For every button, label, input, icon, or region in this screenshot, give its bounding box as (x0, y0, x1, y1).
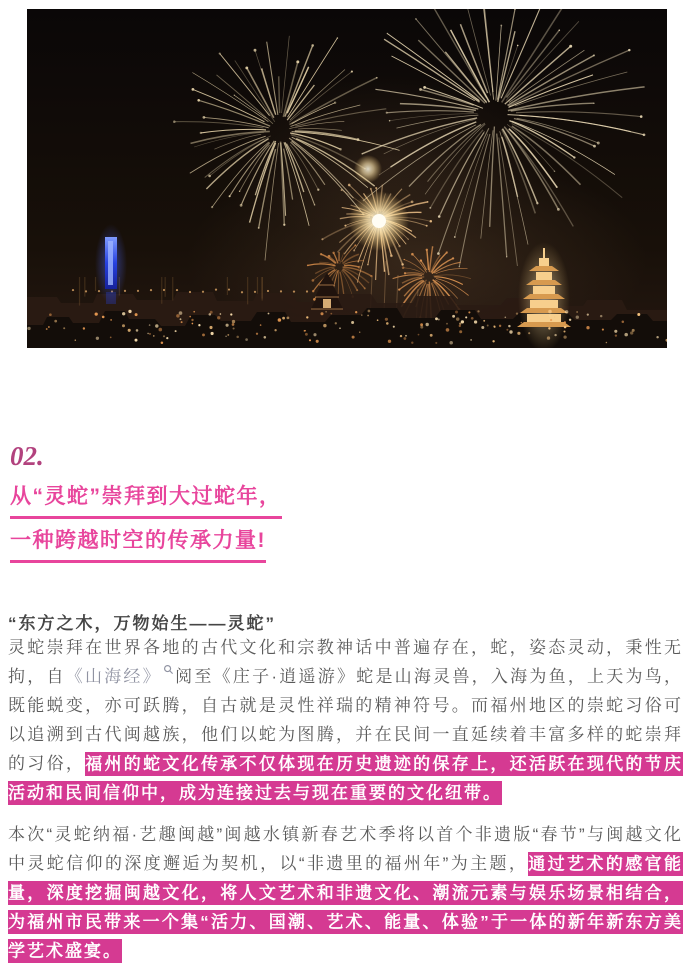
headline-line-2: 一种跨越时空的传承力量! (10, 524, 266, 563)
body-text-run: 灵蛇崇拜在世界各地的古代文化和宗教神话中普遍存在，蛇，姿态灵动，秉性无拘，自 (8, 638, 683, 686)
body-text-run: 阅至《庄子·逍遥游》蛇是山海灵兽，入海为鱼，上天为鸟，既能蜕变，亦可跃腾，自古就是灵性祥瑞的精神符号。而福州地区的崇蛇习俗可以追溯到古代闽越族，他们以蛇为图腾，并在民间一直延续着丰富多样的蛇崇拜的习俗， (8, 667, 684, 773)
book-title-link[interactable]: 《山海经》 (65, 667, 162, 686)
search-icon[interactable] (163, 664, 174, 675)
body-text-run: 本次“灵蛇纳福·艺趣闽越”闽越水镇新春艺术季将以首个非遗版“春节”与闽越文化中灵蛇信仰的深度邂逅为契机，以“非遗里的福州年”为主题， (8, 825, 683, 873)
highlighted-text: 通过艺术的感官能量，深度挖掘闽越文化，将人文艺术和非遗文化、潮流元素与娱乐场景相结合，为福州市民带来一个集“活力、国潮、艺术、能量、体验”于一体的新年新东方美学艺术盛宴。 (8, 852, 683, 963)
headline-line-1: 从“灵蛇”崇拜到大过蛇年， (10, 480, 282, 519)
hero-fireworks-svg (27, 9, 667, 348)
highlighted-text: 福州的蛇文化传承不仅体现在历史遗迹的保存上，还活跃在现代的节庆活动和民间信仰中，成为连接过去与现在重要的文化纽带。 (8, 752, 683, 805)
paragraph-2 (8, 820, 683, 965)
section-number: 02. (10, 441, 44, 471)
section-headline (10, 480, 282, 568)
hero-image[interactable] (27, 9, 667, 348)
paragraph-1 (8, 633, 683, 807)
subheading: “东方之木，万物始生——灵蛇” (8, 614, 276, 633)
blue-tower-graphic (95, 224, 127, 304)
